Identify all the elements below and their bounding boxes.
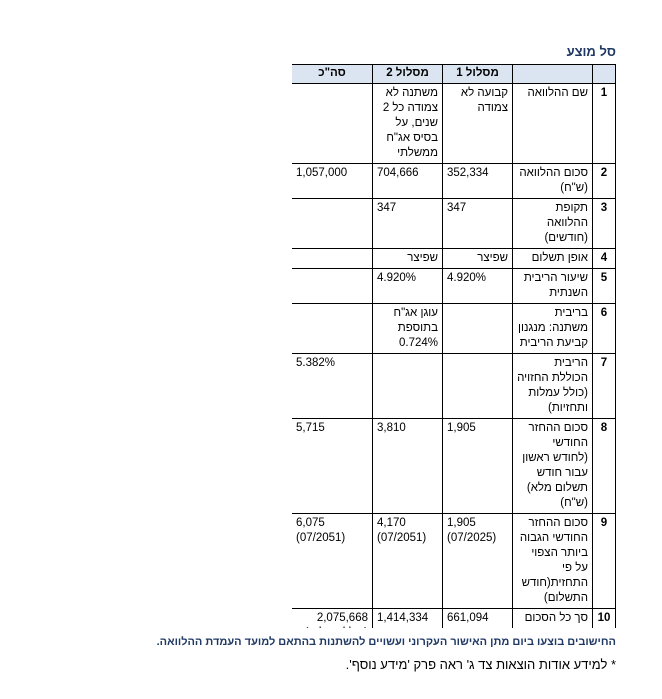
row-number: 9 <box>593 514 616 609</box>
row-label: סכום ההלוואה (ש"ח) <box>513 164 593 199</box>
track-1-value: 1,905 (07/2025) <box>443 514 513 609</box>
header-total: סה"כ <box>292 65 373 84</box>
total-value: 1,057,000 <box>292 164 373 199</box>
loan-plan-table <box>292 64 616 628</box>
row-number: 2 <box>593 164 616 199</box>
row-number: 5 <box>593 269 616 304</box>
total-value: 5,715 <box>292 419 373 514</box>
header-num <box>593 65 616 84</box>
table-row <box>292 269 616 304</box>
row-label: סכום ההחזר החודשי (לחודש ראשון עבור חודש תשלום מלא)(ש"ח) <box>513 419 593 514</box>
track-1-value: קבועה לא צמודה <box>443 84 513 164</box>
table-row <box>292 609 616 629</box>
track-2-value: 704,666 <box>373 164 443 199</box>
table-container <box>292 64 616 628</box>
row-label: שיעור הריבית השנתית <box>513 269 593 304</box>
track-2-value: 1,414,334 <box>373 609 443 629</box>
table-row <box>292 419 616 514</box>
track-2-value: 347 <box>373 199 443 249</box>
row-number: 6 <box>593 304 616 354</box>
track-2-value: שפיצר <box>373 249 443 269</box>
row-number: 7 <box>593 354 616 419</box>
track-1-value: 352,334 <box>443 164 513 199</box>
track-1-value: 1,905 <box>443 419 513 514</box>
track-1-value: שפיצר <box>443 249 513 269</box>
table-row <box>292 164 616 199</box>
track-1-value <box>443 304 513 354</box>
row-label: בריבית משתנה: מנגנון קביעת הריבית <box>513 304 593 354</box>
track-1-value: 4.920% <box>443 269 513 304</box>
table-row <box>292 249 616 269</box>
row-label: תקופת ההלוואה (חודשים) <box>513 199 593 249</box>
table-row <box>292 514 616 609</box>
total-value <box>292 199 373 249</box>
row-number: 4 <box>593 249 616 269</box>
row-label: סכום ההחזר החודשי הגבוה ביותר הצפוי על פי התחזית(חודש התשלום) <box>513 514 593 609</box>
section-title: סל מוצע <box>566 44 616 59</box>
track-1-value: 661,094 <box>443 609 513 629</box>
header-track-2: מסלול 2 <box>373 65 443 84</box>
track-2-value: משתנה לא צמודה כל 2 שנים, על בסיס אג"ח ממשלתי <box>373 84 443 164</box>
table-row <box>292 304 616 354</box>
row-label: אופן תשלום <box>513 249 593 269</box>
row-label: סך כל הסכום <box>513 609 593 629</box>
track-1-value: 347 <box>443 199 513 249</box>
row-label: הריבית הכוללת החזויה (כולל עמלות ותחזיות) <box>513 354 593 419</box>
table-header-row <box>292 65 616 84</box>
header-label <box>513 65 593 84</box>
track-2-value <box>373 354 443 419</box>
track-2-value: עוגן אג"ח בתוספת 0.724% <box>373 304 443 354</box>
table-row <box>292 354 616 419</box>
total-value <box>292 249 373 269</box>
total-value: 5.382% <box>292 354 373 419</box>
row-number: 1 <box>593 84 616 164</box>
total-value <box>292 84 373 164</box>
calculation-note: החישובים בוצעו ביום מתן האישור העקרוני ועשויים להשתנות בהתאם למועד העמדת ההלוואה. <box>156 636 616 648</box>
total-value <box>292 304 373 354</box>
track-2-value: 4,170 (07/2051) <box>373 514 443 609</box>
total-value <box>292 269 373 304</box>
track-1-value <box>443 354 513 419</box>
table-row <box>292 84 616 164</box>
total-value: 6,075 (07/2051) <box>292 514 373 609</box>
total-value: 2,075,668 <box>292 609 373 629</box>
table-row <box>292 199 616 249</box>
fees-footnote: * למידע אודות הוצאות צד ג' ראה פרק 'מידע נוסף'. <box>345 657 616 672</box>
row-number: 3 <box>593 199 616 249</box>
row-number: 8 <box>593 419 616 514</box>
track-2-value: 4.920% <box>373 269 443 304</box>
header-track-1: מסלול 1 <box>443 65 513 84</box>
row-label: שם ההלוואה <box>513 84 593 164</box>
row-number: 10 <box>593 609 616 629</box>
track-2-value: 3,810 <box>373 419 443 514</box>
